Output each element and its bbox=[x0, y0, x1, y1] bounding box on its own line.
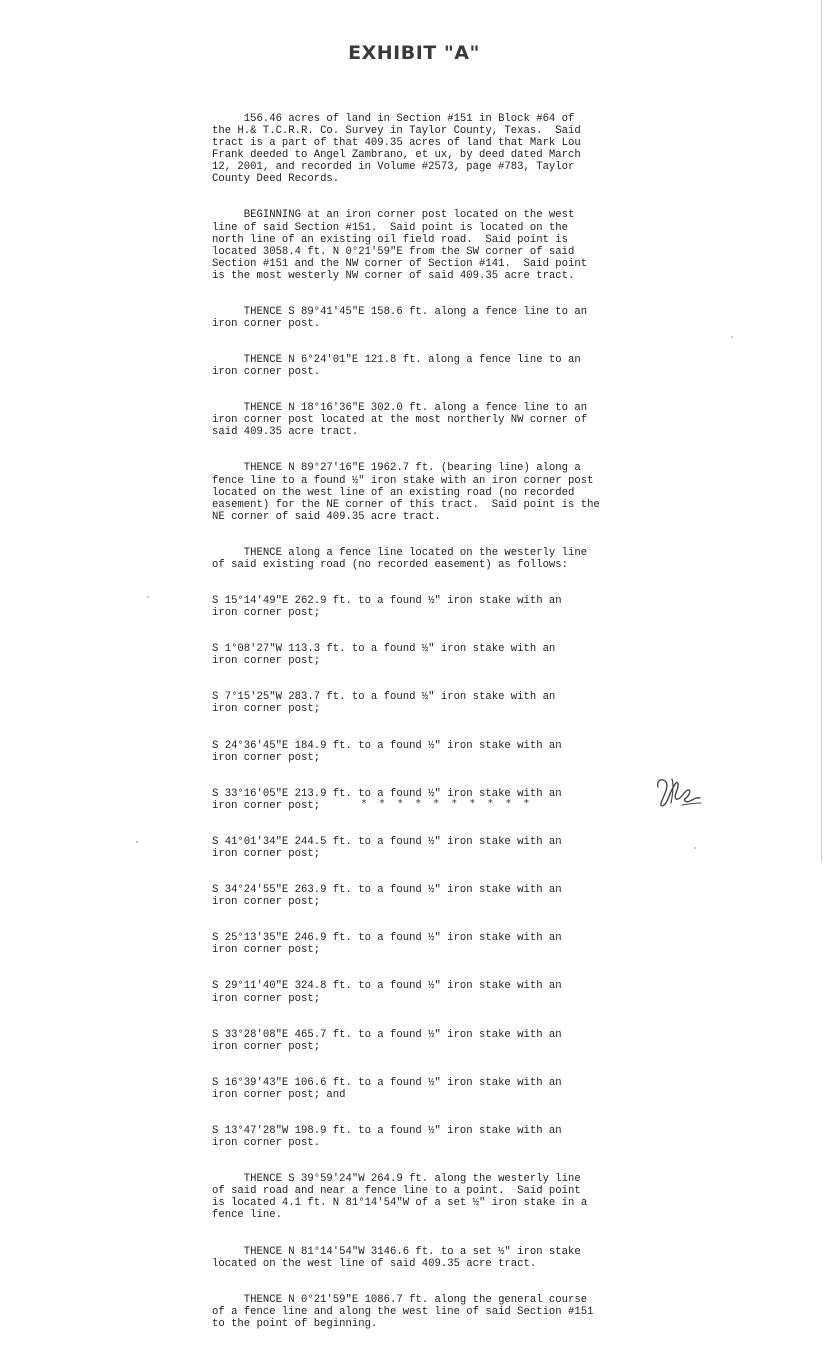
road-call-line: S 33°28'08"E 465.7 ft. to a found ½" iron stake with an iron corner post; bbox=[212, 1028, 562, 1053]
road-call-line: S 33°16'05"E 213.9 ft. to a found ½" iron stake with an iron corner post; bbox=[212, 787, 562, 812]
road-call-line: S 24°36'45"E 184.9 ft. to a found ½" iron stake with an iron corner post; bbox=[212, 739, 562, 764]
scan-speck bbox=[147, 596, 149, 598]
scan-speck bbox=[136, 841, 138, 843]
road-call-line: S 7°15'25"W 283.7 ft. to a found ½" iron stake with an iron corner post; bbox=[212, 691, 556, 716]
paragraph-call: THENCE N 6°24'01"E 121.8 ft. along a fence line to an iron corner post. bbox=[212, 354, 581, 379]
exhibit-title: EXHIBIT "A" bbox=[348, 42, 480, 64]
signature-icon bbox=[652, 773, 704, 813]
scan-speck bbox=[694, 847, 696, 849]
road-call-line: S 29°11'40"E 324.8 ft. to a found ½" iron stake with an iron corner post; bbox=[212, 980, 562, 1005]
paragraph-call: THENCE along a fence line located on the westerly line of said existing road (no recorded easement) as follows: bbox=[212, 546, 588, 571]
end-marker: * * * * * * * * * * bbox=[361, 798, 533, 809]
paragraph-beginning: BEGINNING at an iron corner post located on the west line of said Section #151. Said point is located on the north line of an existing oil field road. Said point is located 3058.4 ft. N 0°21'59"E from the SW corner of said Section #151 and the NW corner of Section #141. Said point is the most westerly NW corner of said 409.35 acre tract. bbox=[212, 209, 588, 282]
paragraph-call: THENCE N 81°14'54"W 3146.6 ft. to a set ½" iron stake located on the west line of said 409.35 acre tract. bbox=[212, 1245, 581, 1270]
scan-speck bbox=[731, 336, 733, 338]
page-edge bbox=[821, 0, 822, 862]
road-call-line: S 15°14'49"E 262.9 ft. to a found ½" iron stake with an iron corner post; bbox=[212, 594, 562, 620]
road-call-line: S 13°47'28"W 198.9 ft. to a found ½" iron stake with an iron corner post. bbox=[212, 1125, 562, 1150]
road-call-line: S 41°01'34"E 244.5 ft. to a found ½" iron stake with an iron corner post; bbox=[212, 835, 562, 860]
road-call-line: S 25°13'35"E 246.9 ft. to a found ½" iron stake with an iron corner post; bbox=[212, 932, 562, 957]
paragraph-closing: THENCE N 0°21'59"E 1086.7 ft. along the general course of a fence line and along the west line of said Section #151 to the point of beginning. bbox=[212, 1293, 594, 1330]
road-call-line: S 16°39'43"E 106.6 ft. to a found ½" iron stake with an iron corner post; and bbox=[212, 1076, 562, 1101]
paragraph-intro: 156.46 acres of land in Section #151 in Block #64 of the H.& T.C.R.R. Co. Survey in Taylor County, Texas. Said tract is a part of that 409.35 acres of land that Mark Lou Frank deeded to Angel Zambrano, et ux, by deed dated March 12, 2001, and recorded in Volume #2573, page #783, Taylor County Deed Records. bbox=[212, 113, 581, 186]
road-call-line: S 34°24'55"E 263.9 ft. to a found ½" iron stake with an iron corner post; bbox=[212, 884, 562, 909]
paragraph-call: THENCE S 89°41'45"E 158.6 ft. along a fence line to an iron corner post. bbox=[212, 305, 588, 330]
paragraph-call: THENCE N 89°27'16"E 1962.7 ft. (bearing line) along a fence line to a found ½" iron stake with an iron corner post located on the west line of an existing road (no recorded easement) for the NE corner of this tract. Said point is the NE corner of said 409.35 acre tract. bbox=[212, 462, 600, 523]
paragraph-call: THENCE S 39°59'24"W 264.9 ft. along the westerly line of said road and near a fence line to a point. Said point is located 4.1 ft. N 81°14'54"W of a set ½" iron stake in a fence line. bbox=[212, 1173, 588, 1222]
legal-description bbox=[212, 89, 632, 1354]
paragraph-call: THENCE N 18°16'36"E 302.0 ft. along a fence line to an iron corner post located at the most northerly NW corner of said 409.35 acre tract. bbox=[212, 402, 588, 439]
road-call-line: S 1°08'27"W 113.3 ft. to a found ½" iron stake with an iron corner post; bbox=[212, 643, 556, 668]
